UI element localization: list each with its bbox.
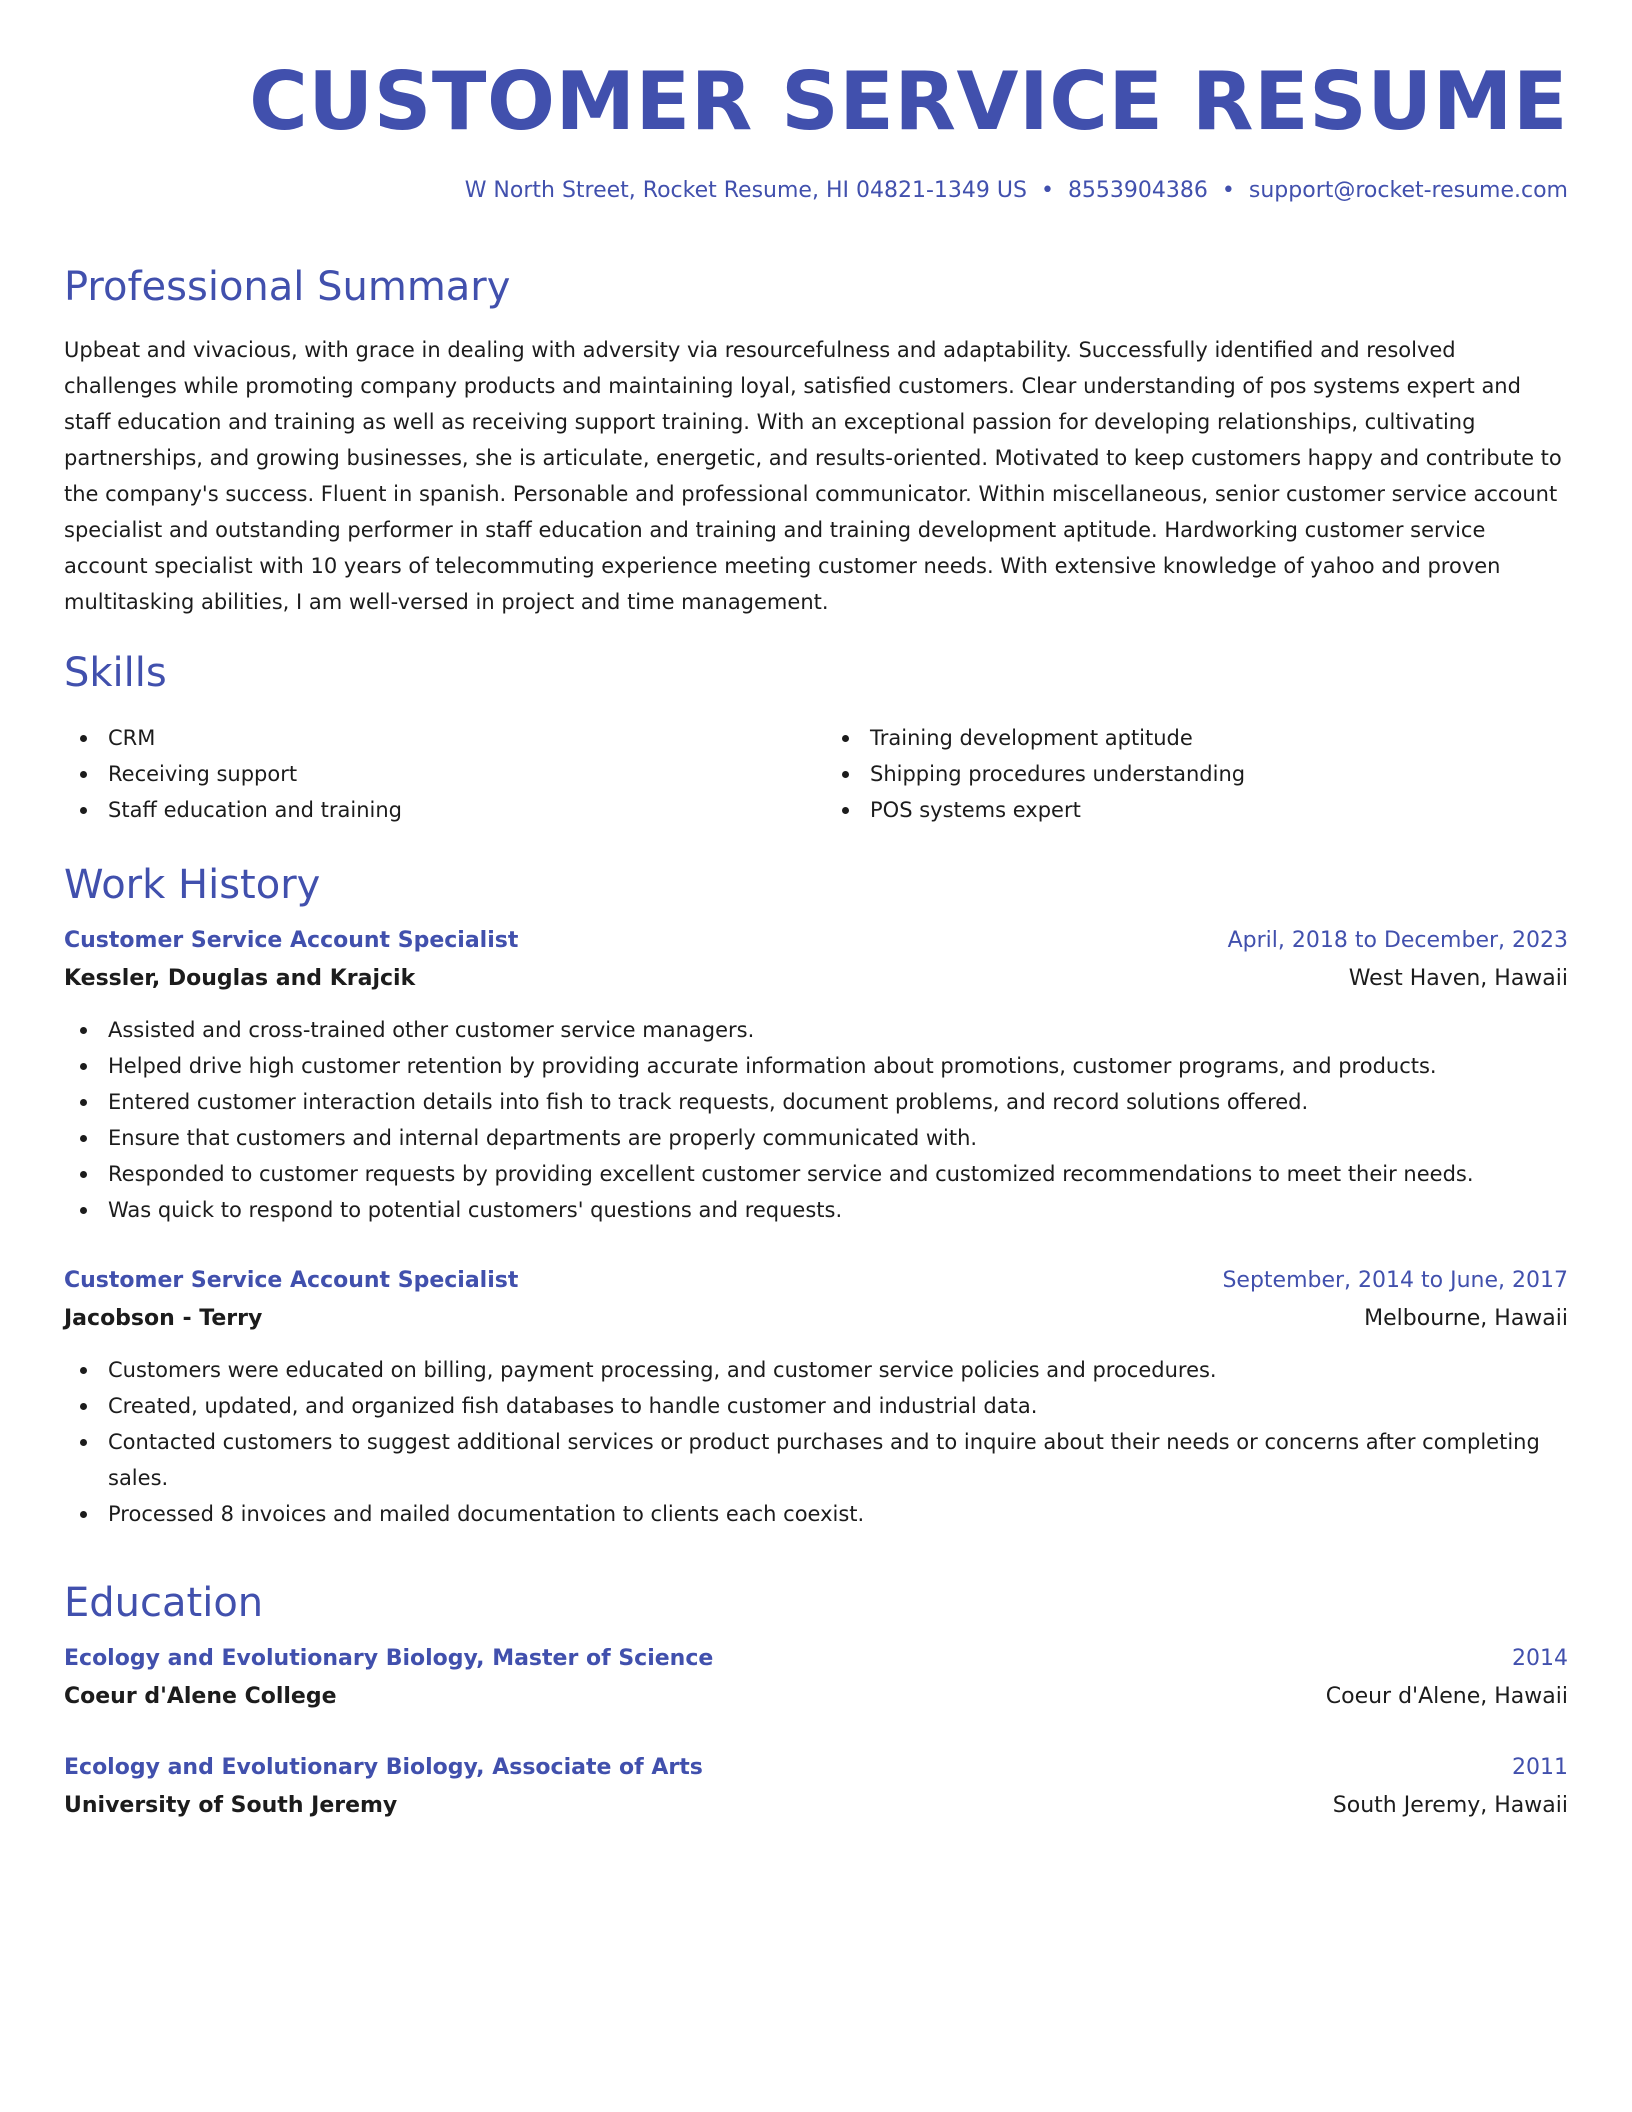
skill-item: POS systems expert bbox=[826, 792, 1568, 828]
job-entry bbox=[64, 1262, 1568, 1532]
skill-item: Receiving support bbox=[64, 756, 806, 792]
job-role: Customer Service Account Specialist bbox=[64, 1268, 519, 1293]
job-company: Jacobson - Terry bbox=[64, 1306, 263, 1331]
job-duty: Processed 8 invoices and mailed documentation to clients each coexist. bbox=[64, 1496, 1568, 1532]
skills-column-right bbox=[826, 720, 1568, 828]
contact-line bbox=[465, 176, 1568, 206]
job-entry bbox=[64, 922, 1568, 1228]
work-history-heading: Work History bbox=[64, 862, 321, 908]
job-role: Customer Service Account Specialist bbox=[64, 928, 519, 953]
contact-email: support@rocket-resume.com bbox=[1248, 178, 1568, 203]
skills-column-left bbox=[64, 720, 806, 828]
job-duty: Created, updated, and organized fish databases to handle customer and industrial data. bbox=[64, 1388, 1568, 1424]
education-school: University of South Jeremy bbox=[64, 1793, 398, 1818]
skill-item: Training development aptitude bbox=[826, 720, 1568, 756]
job-duties bbox=[64, 1012, 1568, 1228]
job-duty: Responded to customer requests by providing excellent customer service and customized recommendations to meet their needs. bbox=[64, 1156, 1568, 1192]
skills-heading: Skills bbox=[64, 650, 167, 696]
contact-separator: • bbox=[1221, 178, 1235, 203]
contact-address: W North Street, Rocket Resume, HI 04821-1349 US bbox=[464, 178, 1027, 203]
resume-title: CUSTOMER SERVICE RESUME bbox=[249, 55, 1568, 148]
education-degree: Ecology and Evolutionary Biology, Master of Science bbox=[64, 1646, 714, 1671]
job-duty: Was quick to respond to potential customers' questions and requests. bbox=[64, 1192, 1568, 1228]
skill-item: CRM bbox=[64, 720, 806, 756]
education-degree: Ecology and Evolutionary Biology, Associate of Arts bbox=[64, 1755, 703, 1780]
skill-item: Staff education and training bbox=[64, 792, 806, 828]
skill-item: Shipping procedures understanding bbox=[826, 756, 1568, 792]
skills-list bbox=[64, 720, 1568, 828]
job-duty: Helped drive high customer retention by providing accurate information about promotions, customer programs, and products. bbox=[64, 1048, 1568, 1084]
education-heading: Education bbox=[64, 1580, 264, 1626]
contact-phone: 8553904386 bbox=[1067, 178, 1208, 203]
education-entry bbox=[64, 1640, 1568, 1716]
job-location: Melbourne, Hawaii bbox=[1364, 1306, 1568, 1331]
education-year: 2014 bbox=[1512, 1646, 1568, 1671]
summary-heading: Professional Summary bbox=[64, 264, 511, 310]
job-duty: Customers were educated on billing, payment processing, and customer service policies and procedures. bbox=[64, 1352, 1568, 1388]
job-company: Kessler, Douglas and Krajcik bbox=[64, 966, 416, 991]
job-duty: Contacted customers to suggest additional services or product purchases and to inquire about their needs or concerns after completing sales. bbox=[64, 1424, 1568, 1496]
job-location: West Haven, Hawaii bbox=[1348, 966, 1568, 991]
job-duty: Assisted and cross-trained other customer service managers. bbox=[64, 1012, 1568, 1048]
job-duty: Entered customer interaction details into fish to track requests, document problems, and record solutions offered. bbox=[64, 1084, 1568, 1120]
contact-separator: • bbox=[1040, 178, 1054, 203]
job-duties bbox=[64, 1352, 1568, 1532]
education-entry bbox=[64, 1749, 1568, 1825]
education-location: South Jeremy, Hawaii bbox=[1332, 1793, 1568, 1818]
education-year: 2011 bbox=[1512, 1755, 1568, 1780]
education-location: Coeur d'Alene, Hawaii bbox=[1325, 1684, 1568, 1709]
job-duty: Ensure that customers and internal departments are properly communicated with. bbox=[64, 1120, 1568, 1156]
summary-text: Upbeat and vivacious, with grace in dealing with adversity via resourcefulness and adaptability. Successfully identified and resolved challenges while promoting company products and maintaining loyal, satisfied customers. Clear understanding of pos systems expert and staff education and training as well as receiving support training. With an exceptional passion for developing relationships, cultivating partnerships, and growing businesses, she is articulate, energetic, and results-oriented. Motivated to keep customers happy and contribute to the company's success. Fluent in spanish. Personable and professional communicator. Within miscellaneous, senior customer service account specialist and outstanding performer in staff education and training and training development aptitude. Hardworking customer service account specialist with 10 years of telecommuting experience meeting customer needs. With extensive knowledge of yahoo and proven multitasking abilities, I am well-versed in project and time management. bbox=[64, 338, 1562, 614]
education-school: Coeur d'Alene College bbox=[64, 1684, 337, 1709]
job-dates: April, 2018 to December, 2023 bbox=[1227, 928, 1568, 953]
job-dates: September, 2014 to June, 2017 bbox=[1222, 1268, 1568, 1293]
